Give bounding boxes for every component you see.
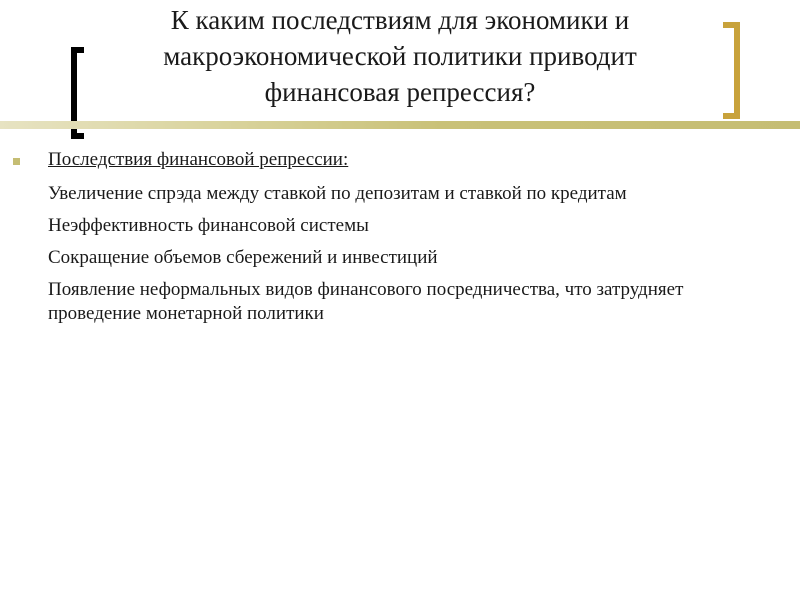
title-line-2: макроэкономической политики приводит [163,41,637,71]
title-line-3: финансовая репрессия? [264,77,536,107]
body-heading: Последствия финансовой репрессии: [48,149,349,170]
list-item: Сокращение объемов сбережений и инвестиций [48,247,438,268]
title-line-1: К каким последствиям для экономики и [170,5,630,35]
slide-title [100,2,700,110]
list-item: Увеличение спрэда между ставкой по депозитам и ставкой по кредитам [48,183,627,204]
title-divider [0,121,800,129]
list-item: Появление неформальных видов финансового посредничества, что затрудняет проведение монетарной политики [48,279,684,324]
list-item: Неэффективность финансовой системы [48,215,369,236]
right-bracket-decoration [723,22,740,119]
square-bullet-icon [13,158,20,165]
